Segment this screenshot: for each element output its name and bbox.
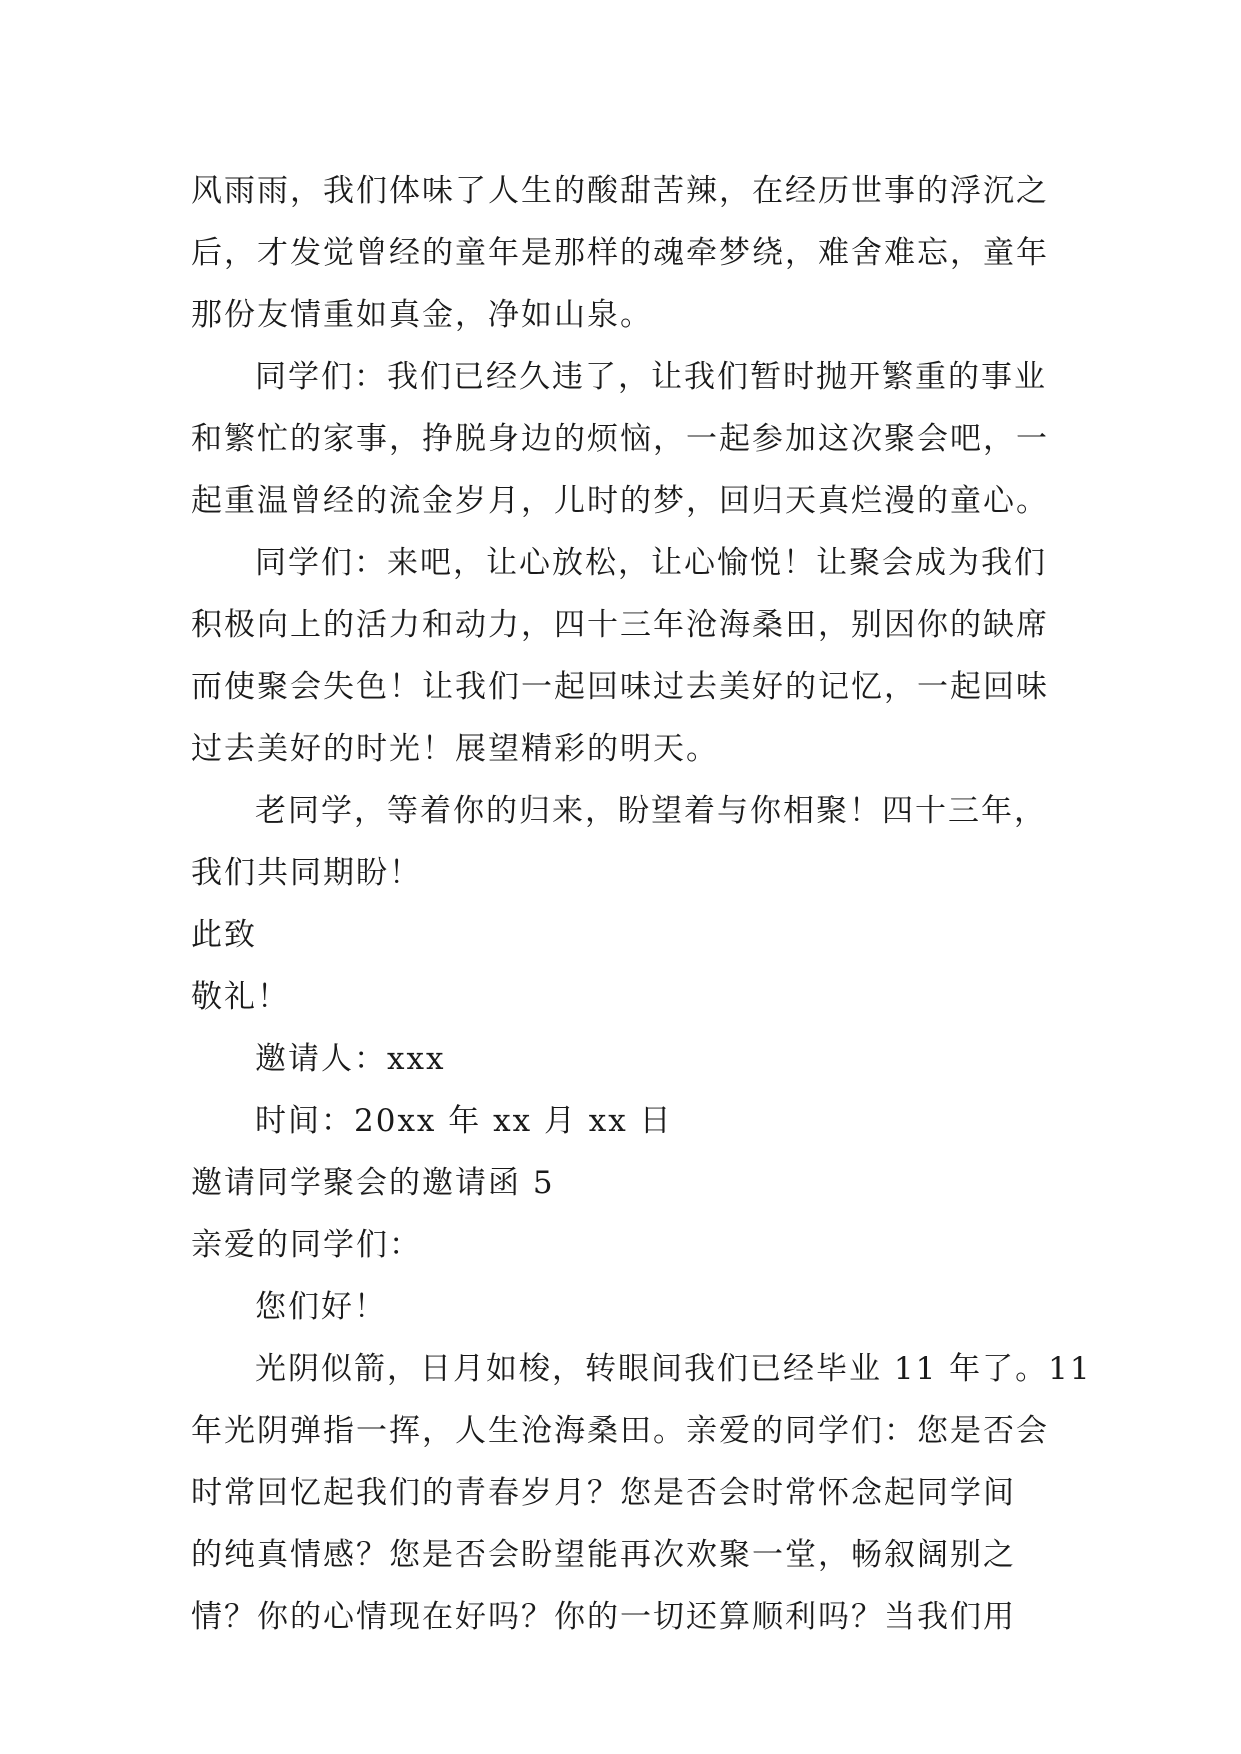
greeting: 您们好！ bbox=[255, 1289, 387, 1325]
text-line: 我们共同期盼！ bbox=[191, 855, 422, 891]
text-line: 时常回忆起我们的青春岁月？您是否会时常怀念起同学间 bbox=[191, 1475, 1016, 1511]
document-body bbox=[191, 160, 1092, 1648]
closing-regards: 敬礼！ bbox=[191, 979, 290, 1015]
paragraph-start: 同学们：来吧，让心放松，让心愉悦！让聚会成为我们 bbox=[255, 545, 1047, 581]
text-line: 和繁忙的家事，挣脱身边的烦恼，一起参加这次聚会吧，一 bbox=[191, 421, 1049, 457]
text-line: 而使聚会失色！让我们一起回味过去美好的记忆，一起回味 bbox=[191, 669, 1049, 705]
text-line: 过去美好的时光！展望精彩的明天。 bbox=[191, 731, 719, 767]
inviter-line: 邀请人：xxx bbox=[255, 1041, 446, 1077]
text-line: 的纯真情感？您是否会盼望能再次欢聚一堂，畅叙阔别之 bbox=[191, 1537, 1016, 1573]
text-line: 那份友情重如真金，净如山泉。 bbox=[191, 297, 653, 333]
text-line: 风雨雨，我们体味了人生的酸甜苦辣，在经历世事的浮沉之 bbox=[191, 173, 1049, 209]
closing-salutation: 此致 bbox=[191, 917, 257, 953]
greeting-addressee: 亲爱的同学们： bbox=[191, 1227, 422, 1263]
text-line: 积极向上的活力和动力，四十三年沧海桑田，别因你的缺席 bbox=[191, 607, 1049, 643]
text-line: 年光阴弹指一挥，人生沧海桑田。亲爱的同学们：您是否会 bbox=[191, 1413, 1049, 1449]
text-line: 后，才发觉曾经的童年是那样的魂牵梦绕，难舍难忘，童年 bbox=[191, 235, 1049, 271]
text-line: 情？你的心情现在好吗？你的一切还算顺利吗？当我们用 bbox=[191, 1599, 1016, 1635]
paragraph-start: 同学们：我们已经久违了，让我们暂时抛开繁重的事业 bbox=[255, 359, 1047, 395]
paragraph-start: 老同学，等着你的归来，盼望着与你相聚！四十三年， bbox=[255, 793, 1047, 829]
date-line: 时间：20xx 年 xx 月 xx 日 bbox=[255, 1103, 673, 1139]
paragraph-start: 光阴似箭，日月如梭，转眼间我们已经毕业 11 年了。11 bbox=[255, 1351, 1092, 1387]
section-title: 邀请同学聚会的邀请函 5 bbox=[191, 1165, 555, 1201]
text-line: 起重温曾经的流金岁月，儿时的梦，回归天真烂漫的童心。 bbox=[191, 483, 1049, 519]
